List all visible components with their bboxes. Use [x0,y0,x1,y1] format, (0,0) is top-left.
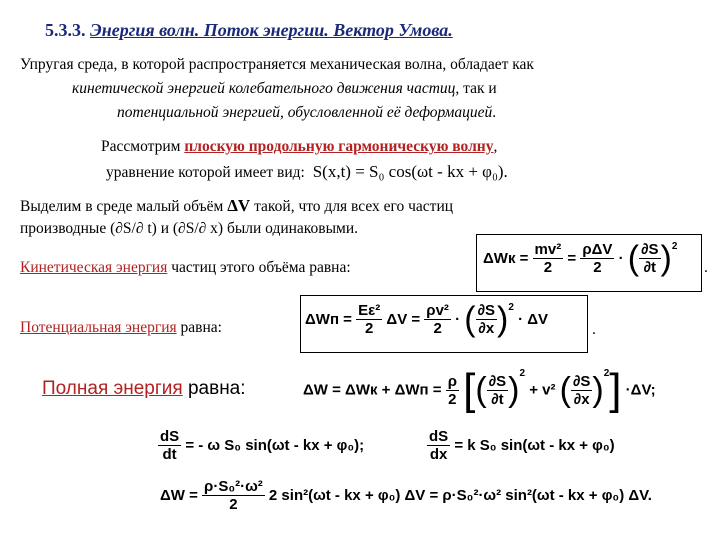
wp-num-2: ρv² [426,302,449,319]
wp-partial-num: ∂S [477,302,496,319]
wk-frac-1 [533,241,564,276]
volume-text-a: Выделим в среде малый объём [20,198,228,215]
wave-equation-intro: уравнение которой имеет вид: [106,164,305,181]
section-title: Энергия волн. Поток энергии. Вектор Умова. [90,20,453,40]
wp-den-2: 2 [433,320,442,337]
page-title [45,20,453,41]
w-num: ρ [447,372,457,390]
intro-line-1: Упругая среда, в которой распространяется механическая волна, обладает как [20,56,534,73]
plane-wave-link[interactable]: плоскую продольную гармоническую волну [184,138,494,155]
w-plus: + v² [529,381,556,399]
dsdt-formula [158,428,364,463]
wp-frac-2 [424,302,451,337]
kinetic-period: . [704,259,708,276]
wk-frac-2 [580,241,614,276]
wp-partial-den: ∂x [478,320,495,337]
consider-suffix: , [493,138,498,155]
total-energy-link[interactable]: Полная энергия [42,378,183,399]
dsdt-rhs: = - ω S₀ sin(ωt - kx + φ₀); [185,437,365,454]
kinetic-energy-link[interactable]: Кинетическая энергия [20,259,168,276]
wave-equation-line [106,162,508,182]
wk-partial-t [639,241,660,276]
wk-lhs: ΔWк = [483,250,529,267]
wk-partial-den: ∂t [643,259,657,276]
potential-formula: ΔWп = $\frac{\text{Eε²}}{2}$ ΔV = $\frac{\text{ρv²}}{2}$ · ( $\frac{\partial S}{\partial x}$ )$^2$ · ΔV [305,300,549,339]
potential-period: . [592,321,596,338]
section-number: 5.3.3. [45,20,86,40]
final-lhs: ΔW = [160,487,198,504]
final-rhs: 2 sin²(ωt - kx + φ₀) ΔV = ρ·S₀²·ω² sin²(ωt - kx + φ₀) ΔV. [268,487,652,504]
wp-num-1: Eε² [358,302,381,319]
potential-energy-phrase: потенциальной энергией, обусловленной её деформацией [117,104,493,121]
kinetic-formula: ΔWк = $\frac{\text{mv²}}{2}$ = $\frac{\text{ρΔV}}{2}$ · ( $\frac{\partial S}{\partial t}$ )$^2$ [483,239,678,278]
intro-line-3-tail: . [492,104,497,121]
wp-den-1: 2 [365,320,374,337]
final-num: ρ·S₀²·ω² [204,478,263,495]
wp-lhs: ΔWп = [305,311,352,328]
w-partial-x-num: ∂S [572,372,591,390]
w-lhs: ΔW = ΔWк + ΔWп = [303,381,442,399]
dsdt-frac [158,428,181,463]
w-den: 2 [448,390,457,408]
kinetic-energy-phrase: кинетической энергией колебательного движения частиц [72,80,456,97]
wk-num-1: mv² [534,241,562,258]
intro-line-2-tail: , так и [455,80,497,97]
w-frac [446,373,459,408]
dsdx-frac [427,428,450,463]
delta-v-symbol: ΔV [227,196,251,215]
volume-line-2: производные (∂S/∂ t) и (∂S/∂ x) были одинаковыми. [20,220,359,237]
wk-partial-num: ∂S [641,241,659,258]
w-partial-x-den: ∂x [573,390,590,408]
intro-line-3 [117,103,496,122]
consider-prefix: Рассмотрим [101,138,185,155]
wk-num-2: ρΔV [582,241,613,258]
consider-line [101,137,497,156]
dsdt-den: dt [162,446,177,463]
wp-partial-x [476,302,497,337]
total-text: равна: [182,378,246,399]
dsdx-den: dx [429,446,448,463]
potential-energy-link[interactable]: Потенциальная энергия [20,319,177,336]
wk-den-1: 2 [543,259,553,276]
w-partial-t [487,373,508,408]
wp-mid: ΔV = [386,311,421,328]
w-partial-t-den: ∂t [491,390,504,408]
intro-line-2 [72,79,497,98]
volume-line-1 [20,196,453,216]
final-formula [160,478,652,513]
w-partial-x [571,373,592,408]
kinetic-text: частиц этого объёма равна: [167,259,351,276]
kinetic-formula-box [476,234,702,292]
w-tail: ·ΔV; [625,381,656,399]
wp-tail: · ΔV [518,311,549,328]
final-den: 2 [229,496,238,513]
potential-text: равна: [176,319,222,336]
potential-line [20,318,222,337]
wp-frac-1 [356,302,382,337]
potential-formula-box [300,295,588,353]
final-frac [202,478,265,513]
total-line [42,378,246,400]
kinetic-line [20,258,351,277]
total-formula: ΔW = ΔWк + ΔWп = $\frac{\rho}{2}$ [( $\frac{\partial S}{\partial t}$ )$^2$ + v² ( $\frac{\partial S}{\partial x}$ )$^2$] ·ΔV; [303,365,656,414]
dsdx-num: dS [429,428,449,445]
dsdx-rhs: = k S₀ sin(ωt - kx + φ₀) [454,437,615,454]
wk-dot-op: · [618,250,624,267]
volume-text-b: такой, что для всех его частиц [250,198,454,215]
wave-equation: S(x,t) = S₀ cos(ωt - kx + φ₀). [312,162,508,181]
w-partial-t-num: ∂S [488,372,507,390]
wk-den-2: 2 [593,259,602,276]
dsdt-num: dS [160,428,180,445]
dsdx-formula [427,428,615,463]
